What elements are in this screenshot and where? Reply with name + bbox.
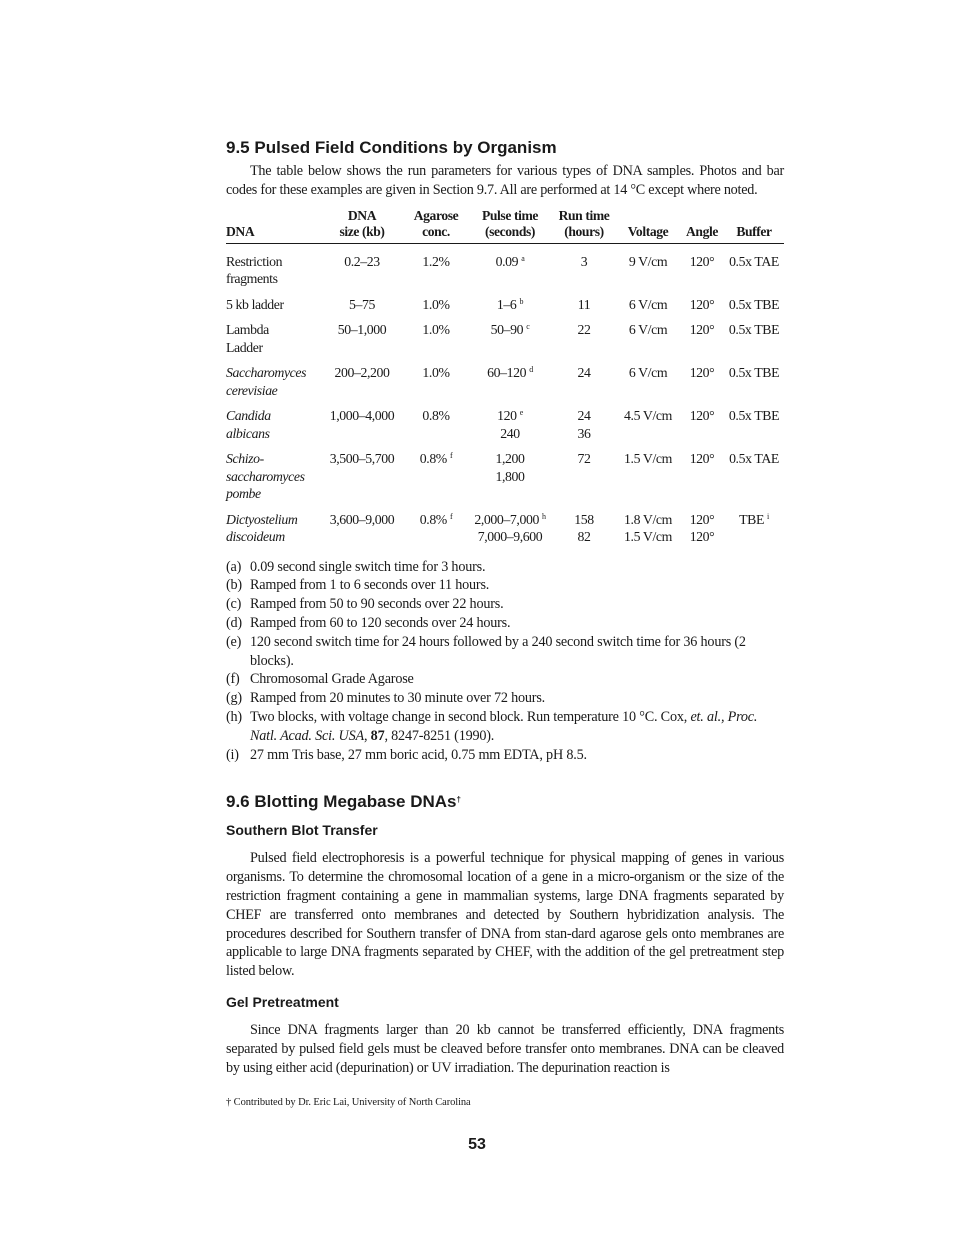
- cell-size: 3,500–5,700: [329, 451, 395, 467]
- section-9-5-intro: The table below shows the run parameters for various types of DNA samples. Photos and bar codes for these examples are given in Section 9.7. All are performed at 14 °C except where noted.: [226, 163, 784, 198]
- note-f: (f) Chromosomal Grade Agarose: [226, 671, 414, 688]
- table-notes: [226, 558, 784, 765]
- cell-dna: Candida albicans: [226, 408, 271, 441]
- cell-buffer: 0.5x TBE: [728, 408, 780, 424]
- note-a: (a) 0.09 second single switch time for 3 hours.: [226, 558, 486, 575]
- note-g: (g) Ramped from 20 minutes to 30 minute over 72 hours.: [226, 690, 545, 707]
- cell-agarose: 1.2%: [422, 253, 450, 269]
- cell-dna: Saccharomyces cerevisiae: [226, 365, 307, 398]
- cell-buffer: 0.5x TAE: [729, 451, 779, 467]
- cell-voltage: 1.5 V/cm: [624, 451, 672, 467]
- gel-pretreatment-heading: Gel Pretreatment: [226, 993, 339, 1010]
- cell-size: 1,000–4,000: [329, 408, 395, 424]
- cell-size: 50–1,000: [337, 322, 387, 338]
- cell-voltage: 1.8 V/cm 1.5 V/cm: [624, 511, 672, 545]
- cell-run: 24: [577, 365, 591, 381]
- pulsed-field-table: [226, 208, 784, 554]
- cell-agarose: 0.8% $^f$: [419, 511, 453, 527]
- cell-angle: 120°: [689, 408, 715, 424]
- cell-pulse: 50–90 $^c$: [490, 322, 530, 338]
- table-header-row: [226, 208, 784, 244]
- cell-angle: 120°: [689, 322, 715, 338]
- table-row: [226, 511, 784, 554]
- note-d: (d) Ramped from 60 to 120 seconds over 24 hours.: [226, 614, 511, 631]
- cell-voltage: 6 V/cm: [628, 365, 668, 381]
- cell-run: 11: [577, 296, 591, 312]
- cell-buffer: 0.5x TBE: [728, 365, 780, 381]
- cell-pulse: 2,000–7,000 $^h$ 7,000–9,600: [474, 511, 546, 545]
- cell-angle: 120°: [689, 296, 715, 312]
- header-buffer: Buffer: [724, 208, 784, 244]
- cell-pulse: 120 $^e$ 240: [497, 408, 523, 441]
- header-run-time: Run time (hours): [552, 208, 616, 244]
- cell-voltage: 6 V/cm: [628, 322, 668, 338]
- cell-buffer: 0.5x TAE: [729, 253, 779, 269]
- cell-agarose: 0.8%: [422, 408, 450, 424]
- table-row: [226, 364, 784, 407]
- cell-run: 24 36: [577, 408, 591, 441]
- cell-dna: Restriction fragments: [226, 253, 283, 287]
- cell-angle: 120° 120°: [689, 511, 715, 545]
- note-e: (e) 120 second switch time for 24 hours followed by a 240 second switch time for 36 hours (2 blocks).: [226, 633, 746, 669]
- table-row: [226, 407, 784, 450]
- cell-dna: 5 kb ladder: [226, 296, 284, 312]
- cell-agarose: 1.0%: [422, 322, 450, 338]
- cell-run: 158 82: [574, 511, 594, 545]
- section-9-6-title: 9.6 Blotting Megabase DNAs†: [226, 792, 461, 812]
- cell-pulse: 1–6 $^b$: [496, 296, 524, 312]
- cell-angle: 120°: [689, 365, 715, 381]
- cell-dna: Schizo- saccharomyces pombe: [226, 451, 305, 502]
- note-i: (i) 27 mm Tris base, 27 mm boric acid, 0.75 mm EDTA, pH 8.5.: [226, 746, 587, 763]
- cell-buffer: 0.5x TBE: [728, 296, 780, 312]
- cell-angle: 120°: [689, 253, 715, 269]
- cell-run: 72: [577, 451, 591, 467]
- cell-pulse: 60–120 $^d$: [487, 365, 533, 381]
- cell-run: 22: [577, 322, 591, 338]
- header-angle: Angle: [680, 208, 724, 244]
- southern-blot-text: Pulsed field electrophoresis is a powerful technique for physical mapping of genes in various organisms. To determine the chromosomal location of a gene in a micro-organism or the size of the restriction fragment containing a gene in mammalian systems, large DNA fragments separated by CHEF are transferred onto membranes and detected by Southern hybridization analysis. The procedures described for Southern transfer of DNA from stan-dard agarose gels onto membranes are applicable to large DNA fragments separated by CHEF, with the addition of the gel pretreatment step listed below.: [226, 850, 784, 980]
- cell-agarose: 1.0%: [422, 296, 450, 312]
- cell-size: 5–75: [349, 296, 375, 312]
- header-dna: DNA: [226, 208, 320, 244]
- header-pulse-time: Pulse time (seconds): [468, 208, 552, 244]
- cell-size: 0.2–23: [344, 253, 380, 269]
- cell-voltage: 4.5 V/cm: [624, 408, 672, 424]
- header-voltage: Voltage: [616, 208, 680, 244]
- cell-pulse: 0.09 $^a$: [495, 253, 525, 269]
- note-b: (b) Ramped from 1 to 6 seconds over 11 hours.: [226, 577, 490, 594]
- footnote: † Contributed by Dr. Eric Lai, University of North Carolina: [226, 1097, 471, 1108]
- cell-voltage: 6 V/cm: [628, 296, 668, 312]
- southern-blot-heading: Southern Blot Transfer: [226, 822, 378, 839]
- page-content: [226, 136, 784, 1077]
- section-9-5-title: 9.5 Pulsed Field Conditions by Organism: [226, 138, 557, 157]
- table-row: [226, 243, 784, 296]
- cell-dna: Dictyostelium discoideum: [226, 511, 298, 545]
- cell-voltage: 9 V/cm: [628, 253, 668, 269]
- note-c: (c) Ramped from 50 to 90 seconds over 22 hours.: [226, 596, 504, 613]
- cell-agarose: 1.0%: [422, 365, 450, 381]
- header-agarose: Agarose conc.: [404, 208, 468, 244]
- cell-buffer: TBE $^i$: [739, 511, 769, 527]
- cell-size: 200–2,200: [334, 365, 390, 381]
- table-row: [226, 296, 784, 322]
- header-size: DNA size (kb): [320, 208, 404, 244]
- note-h: (h) Two blocks, with voltage change in second block. Run temperature 10 °C. Cox, et. al., Proc. Natl. Acad. Sci. USA, 87, 8247-8251 (1990).: [226, 708, 758, 744]
- cell-pulse: 1,200 1,800: [495, 451, 525, 484]
- table-row: [226, 450, 784, 511]
- cell-size: 3,600–9,000: [329, 511, 395, 527]
- page-number: 53: [468, 1136, 486, 1153]
- gel-pretreatment-text: Since DNA fragments larger than 20 kb cannot be transferred efficiently, DNA fragments separated by pulsed field gels must be cleaved before transfer onto membranes. DNA can be cleaved by using either acid (depurination) or UV irradiation. The depurination reaction is: [226, 1021, 784, 1076]
- cell-agarose: 0.8% $^f$: [419, 451, 453, 467]
- cell-dna: Lambda Ladder: [226, 322, 269, 355]
- table-body: [226, 243, 784, 554]
- cell-angle: 120°: [689, 451, 715, 467]
- cell-buffer: 0.5x TBE: [728, 322, 780, 338]
- table-row: [226, 321, 784, 364]
- cell-run: 3: [580, 253, 588, 269]
